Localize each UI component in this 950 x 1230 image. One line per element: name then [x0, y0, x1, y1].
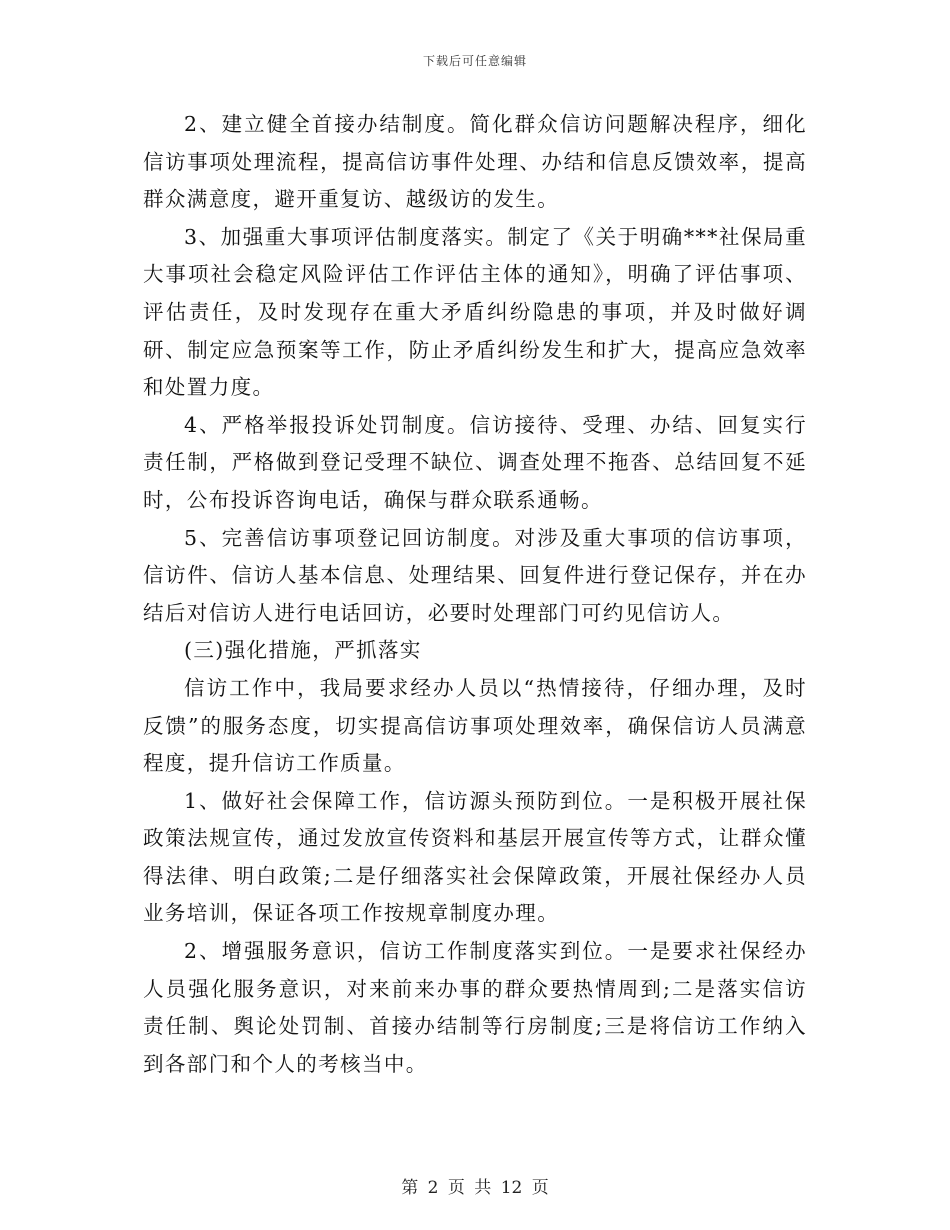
paragraph-item-3: 3、加强重大事项评估制度落实。制定了《关于明确***社保局重大事项社会稳定风险评估工作评估主体的通知》，明确了评估事项、评估责任，及时发现存在重大矛盾纠纷隐患的事项，并及时做好调研、制定应急预案等工作，防止矛盾纠纷发生和扩大，提高应急效率和处置力度。: [143, 224, 807, 400]
section-intro-paragraph: 信访工作中，我局要求经办人员以“热情接待，仔细办理，及时反馈”的服务态度，切实提高信访事项处理效率，确保信访人员满意程度，提升信访工作质量。: [143, 675, 807, 776]
paragraph-item-2: 2、建立健全首接办结制度。简化群众信访问题解决程序，细化信访事项处理流程，提高信访事件处理、办结和信息反馈效率，提高群众满意度，避开重复访、越级访的发生。: [143, 112, 807, 212]
measure-item-2: 2、增强服务意识，信访工作制度落实到位。一是要求社保经办人员强化服务意识，对来前来办事的群众要热情周到;二是落实信访责任制、舆论处罚制、首接办结制等行房制度;三是将信访工作纳入到各部门和个人的考核当中。: [143, 939, 807, 1076]
measure-item-1: 1、做好社会保障工作，信访源头预防到位。一是积极开展社保政策法规宣传，通过发放宣传资料和基层开展宣传等方式，让群众懂得法律、明白政策;二是仔细落实社会保障政策，开展社保经办人员业务培训，保证各项工作按规章制度办理。: [143, 788, 807, 926]
paragraph-item-5: 5、完善信访事项登记回访制度。对涉及重大事项的信访事项，信访件、信访人基本信息、处理结果、回复件进行登记保存，并在办结后对信访人进行电话回访，必要时处理部门可约见信访人。: [143, 525, 807, 625]
document-body: [143, 106, 807, 1083]
section-heading-3: (三)强化措施，严抓落实: [184, 638, 422, 663]
page-header-note: 下载后可任意编辑: [422, 54, 527, 68]
paragraph-item-4: 4、严格举报投诉处罚制度。信访接待、受理、办结、回复实行责任制，严格做到登记受理不缺位、调查处理不拖沓、总结回复不延时，公布投诉咨询电话，确保与群众联系通畅。: [143, 412, 807, 512]
page-number-footer: 第 2 页 共 12 页: [401, 1178, 549, 1198]
